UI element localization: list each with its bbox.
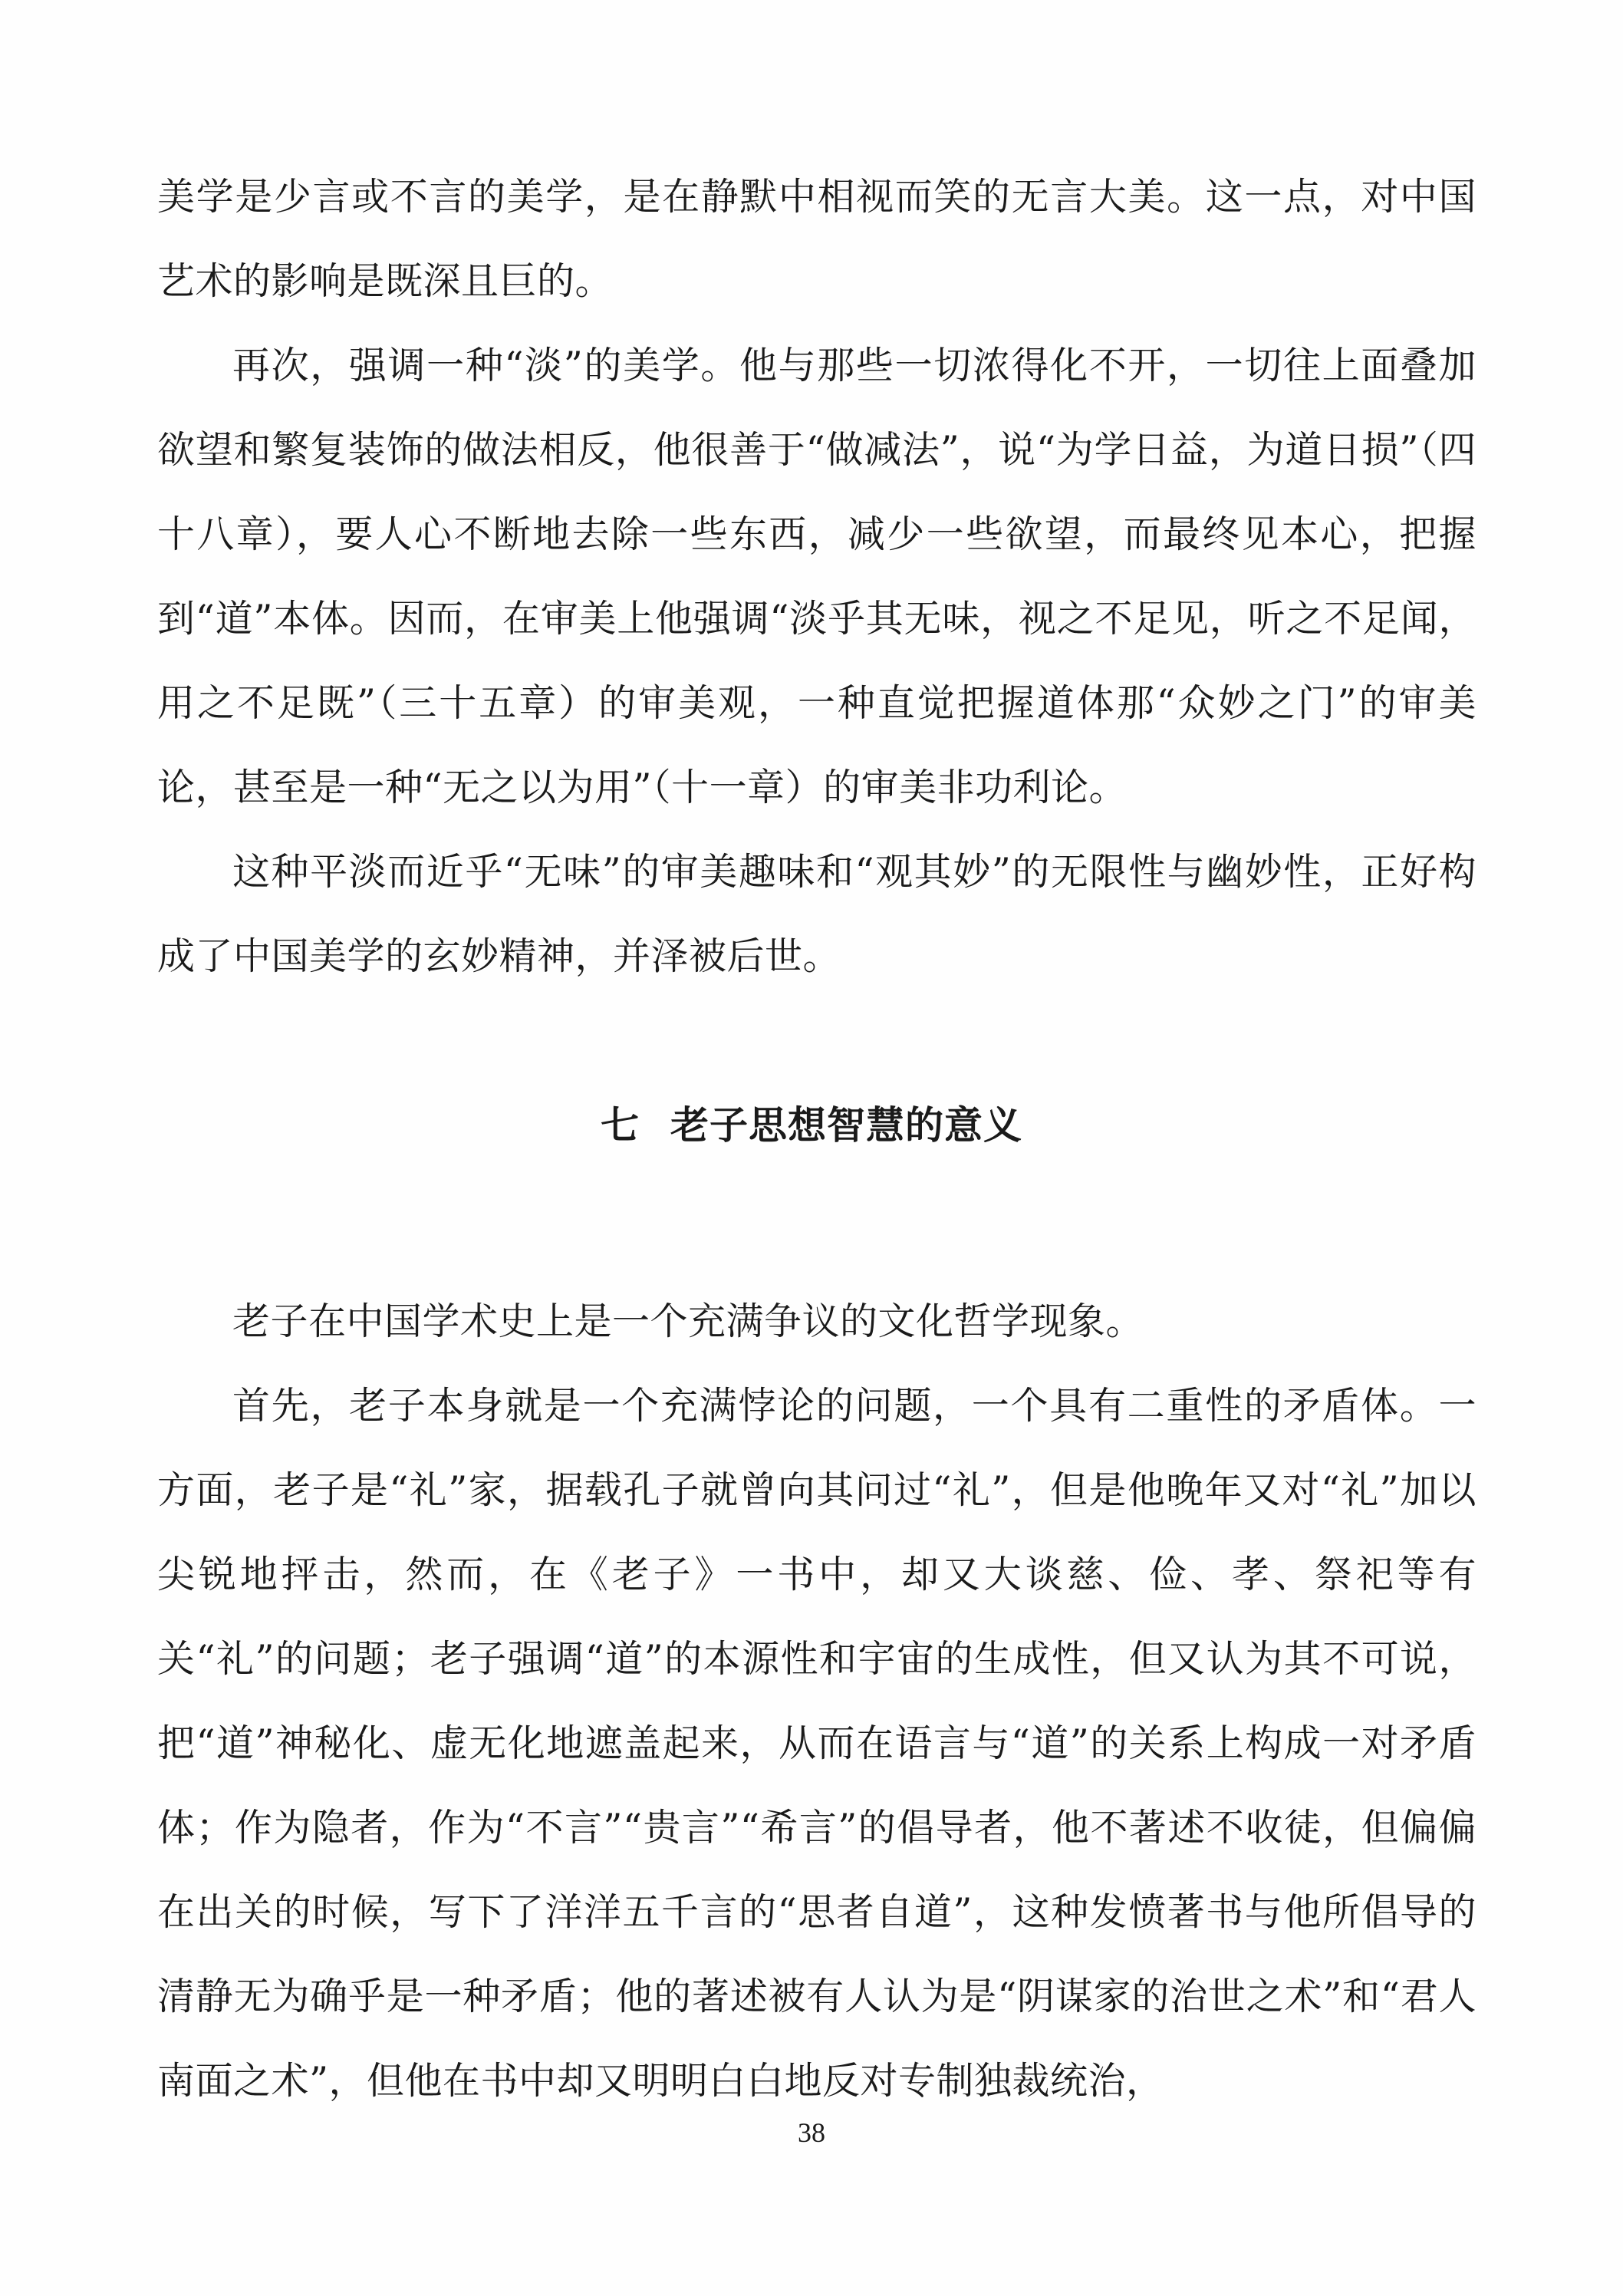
section-number: 七 <box>601 1103 640 1148</box>
section-title: 老子思想智慧的意义 <box>670 1103 1022 1148</box>
section-heading <box>0 1099 1623 1152</box>
body-text-lower <box>157 1280 1477 2123</box>
paragraph-conclusion: 这种平淡而近乎“无味”的审美趣味和“观其妙”的无限性与幽妙性，正好构成了中国美学的玄妙精神，并泽被后世。 <box>157 850 1477 978</box>
paragraph-intro: 老子在中国学术史上是一个充满争议的文化哲学现象。 <box>232 1300 1144 1343</box>
paragraph-continued: 美学是少言或不言的美学，是在静默中相视而笑的无言大美。这一点，对中国艺术的影响是既深且巨的。 <box>157 175 1477 303</box>
paragraph-plain-aesthetics: 再次，强调一种“淡”的美学。他与那些一切浓得化不开，一切往上面叠加欲望和繁复装饰的做法相反，他很善于“做减法”，说“为学日益，为道日损”（四十八章），要人心不断地去除一些东西，减少一些欲望，而最终见本心，把握到“道”本体。因而，在审美上他强调“淡乎其无味，视之不足见，听之不足闻，用之不足既”（三十五章）的审美观，一种直觉把握道体那“众妙之门”的审美论，甚至是一种“无之以为用”（十一章）的审美非功利论。 <box>157 344 1477 809</box>
page-number: 38 <box>798 2117 825 2148</box>
body-text-upper <box>157 155 1477 999</box>
paragraph-paradox: 首先，老子本身就是一个充满悖论的问题，一个具有二重性的矛盾体。一方面，老子是“礼”家，据载孔子就曾向其问过“礼”，但是他晚年又对“礼”加以尖锐地抨击，然而，在《老子》一书中，却又大谈慈、俭、孝、祭祀等有关“礼”的问题；老子强调“道”的本源性和宇宙的生成性，但又认为其不可说，把“道”神秘化、虚无化地遮盖起来，从而在语言与“道”的关系上构成一对矛盾体；作为隐者，作为“不言”“贵言”“希言”的倡导者，他不著述不收徒，但偏偏在出关的时候，写下了洋洋五千言的“思者自道”，这种发愤著书与他所倡导的清静无为确乎是一种矛盾；他的著述被有人认为是“阴谋家的治世之术”和“君人南面之术”，但他在书中却又明明白白地反对专制独裁统治， <box>157 1384 1477 2103</box>
